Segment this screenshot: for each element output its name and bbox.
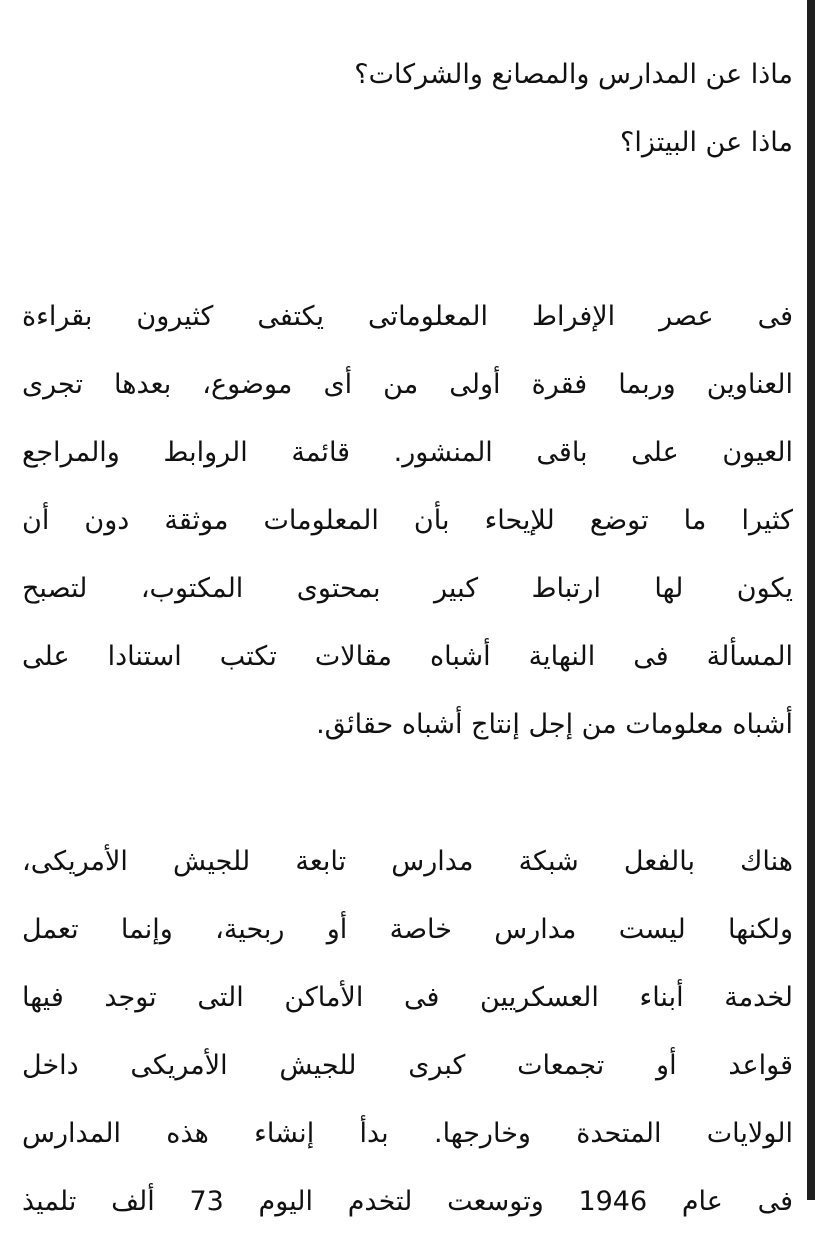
paragraph-line: أشباه معلومات من إجل إنتاج أشباه حقائق.	[316, 709, 793, 740]
paragraph-information-overload	[22, 283, 793, 759]
paragraph-line: كثيرا ما توضع للإيحاء بأن المعلومات موثقة دون أن	[22, 505, 793, 536]
paragraph-line: الولايات المتحدة وخارجها. بدأ إنشاء هذه المدارس	[22, 1118, 793, 1149]
paragraph-line: يكون لها ارتباط كبير بمحتوى المكتوب، لتصبح	[22, 573, 793, 604]
paragraph-gap	[22, 759, 793, 828]
intro-question-pizza: ماذا عن البيتزا؟	[620, 127, 793, 158]
paragraph-military-schools	[22, 828, 793, 1236]
paragraph-line: لخدمة أبناء العسكريين فى الأماكن التى توجد فيها	[22, 982, 793, 1013]
paragraph-line: فى عام 1946 وتوسعت لتخدم اليوم 73 ألف تلميذ	[22, 1186, 793, 1217]
paragraph-gap	[22, 177, 793, 283]
intro-question-schools: ماذا عن المدارس والمصانع والشركات؟	[354, 59, 793, 90]
vertical-scrollbar[interactable]	[807, 0, 815, 1200]
paragraph-line: ولكنها ليست مدارس خاصة أو ربحية، وإنما تعمل	[22, 914, 793, 945]
paragraph-line: العناوين وربما فقرة أولى من أى موضوع، بعدها تجرى	[22, 369, 793, 400]
paragraph-line: هناك بالفعل شبكة مدارس تابعة للجيش الأمريكى،	[22, 846, 793, 877]
paragraph-line: فى عصر الإفراط المعلوماتى يكتفى كثيرون بقراءة	[22, 301, 793, 332]
intro-block	[22, 0, 793, 177]
paragraph-line: قواعد أو تجمعات كبرى للجيش الأمريكى داخل	[22, 1050, 793, 1081]
paragraph-line: المسألة فى النهاية أشباه مقالات تكتب استنادا على	[22, 641, 793, 672]
article-body	[22, 0, 793, 1236]
paragraph-line: العيون على باقى المنشور. قائمة الروابط والمراجع	[22, 437, 793, 468]
